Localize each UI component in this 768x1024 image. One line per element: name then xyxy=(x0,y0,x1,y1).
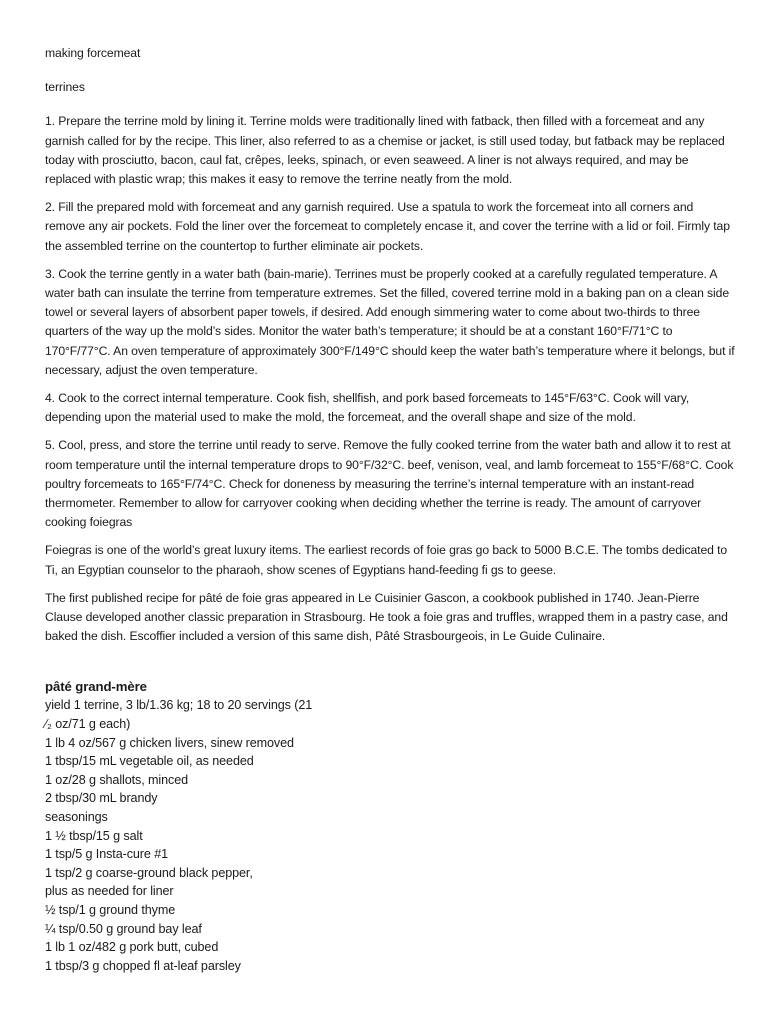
document-subheading: terrines xyxy=(45,80,85,95)
recipe-line: ½ tsp/1 g ground thyme xyxy=(45,903,176,918)
recipe-line: 1 ½ tbsp/15 g salt xyxy=(45,828,143,843)
recipe-line: ⁄₂ oz/71 g each) xyxy=(45,717,131,732)
paragraph-step-2: 2. Fill the prepared mold with forcemeat and any garnish required. Use a spatula to work the forcemeat into all corners and remove any air pockets. Fold the liner over the forcemeat to completely encase it, and cover the terrine with a lid or foil. Firmly tap the assembled terrine on the countertop to further eliminate air pockets. xyxy=(45,200,730,253)
recipe-line: 1 lb 4 oz/567 g chicken livers, sinew removed xyxy=(45,735,294,750)
recipe-line: 1 tsp/2 g coarse-ground black pepper, xyxy=(45,865,253,880)
paragraph-step-3: 3. Cook the terrine gently in a water bath (bain-marie). Terrines must be properly cooked at a carefully regulated temperature. A water bath can insulate the terrine from temperature extremes. Set the filled, covered terrine mold in a baking pan on a clean side towel or several layers of absorbent paper towels, if desired. Add enough simmering water to come about two-thirds to three quarters of the way up the mold’s sides. Monitor the water bath’s temperature; it should be at a constant 160°F/71°C to 170°F/77°C. An oven temperature of approximately 300°F/149°C should keep the water bath’s temperature where it belongs, but if necessary, adjust the oven temperature. xyxy=(45,266,735,377)
recipe-line: 1 tbsp/3 g chopped fl at-leaf parsley xyxy=(45,958,241,973)
recipe-line: 1 oz/28 g shallots, minced xyxy=(45,772,189,787)
recipe-line: plus as needed for liner xyxy=(45,884,174,899)
recipe-line: 2 tbsp/30 mL brandy xyxy=(45,791,158,806)
paragraph-step-1: 1. Prepare the terrine mold by lining it. Terrine molds were traditionally lined with fatback, then filled with a forcemeat and any garnish called for by the recipe. This liner, also referred to as a chemise or jacket, is still used today, but fatback may be replaced today with prosciutto, bacon, caul fat, crêpes, leeks, spinach, or even seaweed. A liner is not always required, and may be replaced with plastic wrap; this makes it easy to remove the terrine neatly from the mold. xyxy=(45,114,725,187)
recipe-line: 1 tsp/5 g Insta-cure #1 xyxy=(45,847,169,862)
paragraph-history: The first published recipe for pâté de foie gras appeared in Le Cuisinier Gascon, a cookbook published in 1740. Jean-Pierre Clause developed another classic preparation in Strasbourg. He took a foie gras and truffles, wrapped them in a pastry case, and baked the dish. Escoffier included a version of this same dish, Pâté Strasbourgeois, in Le Guide Culinaire. xyxy=(45,590,728,644)
recipe-ingredient-list xyxy=(45,696,735,975)
recipe-line: yield 1 terrine, 3 lb/1.36 kg; 18 to 20 servings (21 xyxy=(45,698,313,713)
paragraph-step-4: 4. Cook to the correct internal temperature. Cook fish, shellfish, and pork based forcemeats to 145°F/63°C. Cook will vary, depending upon the material used to make the mold, the forcemeat, and the overall shape and size of the mold. xyxy=(45,391,690,425)
recipe-line: ¼ tsp/0.50 g ground bay leaf xyxy=(45,921,202,936)
recipe-line: 1 lb 1 oz/482 g pork butt, cubed xyxy=(45,940,219,955)
recipe-title: pâté grand-mère xyxy=(45,679,147,695)
recipe-section xyxy=(45,677,735,975)
document-heading: making forcemeat xyxy=(45,46,141,60)
recipe-line: seasonings xyxy=(45,810,108,825)
paragraph-step-5: 5. Cool, press, and store the terrine until ready to serve. Remove the fully cooked terrine from the water bath and allow it to rest at room temperature until the internal temperature drops to 90°F/32°C. beef, venison, veal, and lamb forcemeat to 155°F/68°C. Cook poultry forcemeats to 165°F/74°C. Check for doneness by measuring the terrine’s internal temperature with an instant-read thermometer. Remember to allow for carryover cooking when deciding whether the terrine is ready. The amount of carryover cooking foiegras xyxy=(45,438,734,530)
paragraph-foiegras: Foiegras is one of the world’s great luxury items. The earliest records of foie gras go back to 5000 B.C.E. The tombs dedicated to Ti, an Egyptian counselor to the pharaoh, show scenes of Egyptians hand-feeding fi gs to geese. xyxy=(45,543,728,577)
document-page xyxy=(45,44,735,975)
recipe-line: 1 tbsp/15 mL vegetable oil, as needed xyxy=(45,754,254,769)
